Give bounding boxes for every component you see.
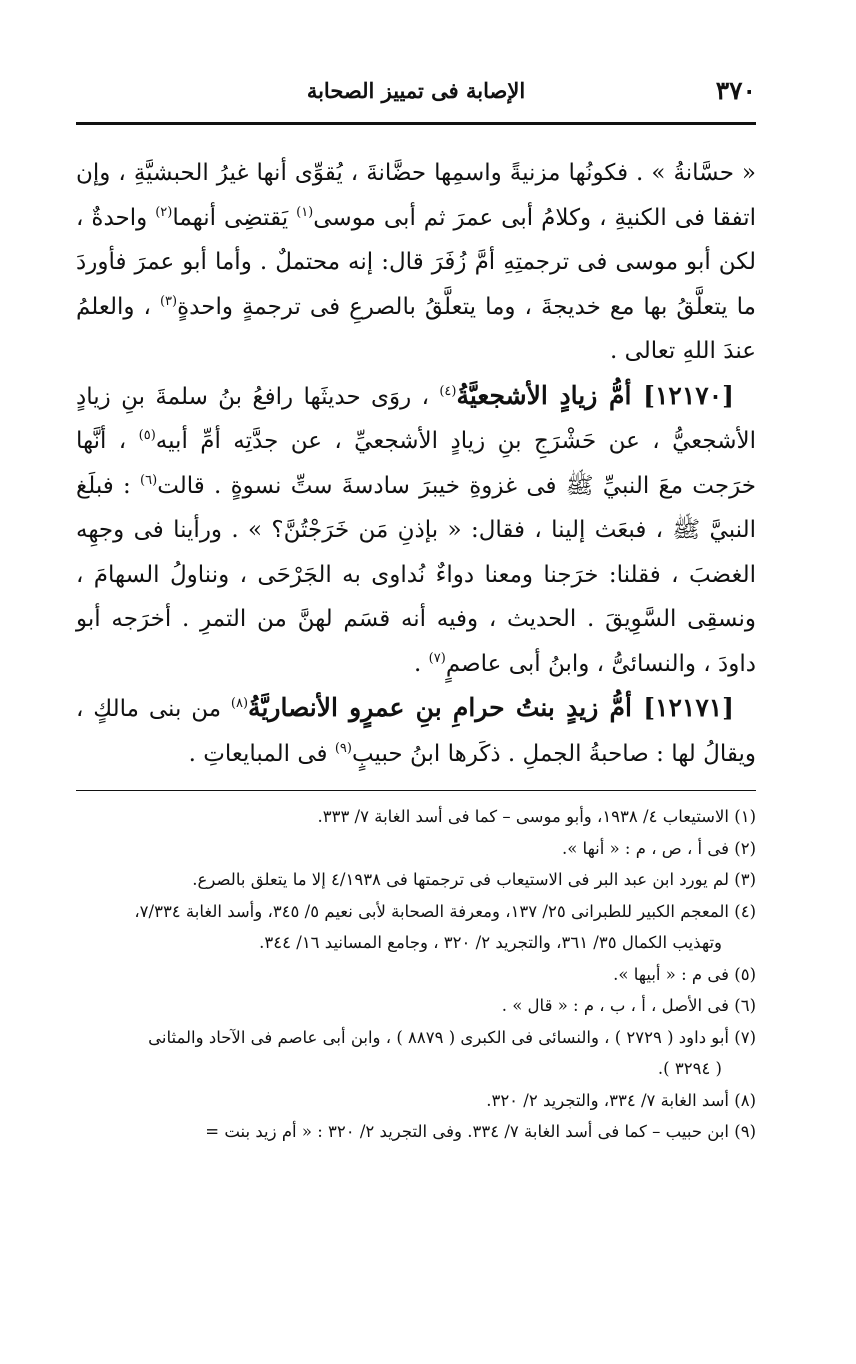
book-page [76,60,756,1148]
text-run: : فبلَغ النبيَّ ﷺ ، فبعَث إلينا ، فقال: « بإذنِ مَن خَرَجْتُنَّ؟ » . ورأينا فى وجهِه الغضبَ ، فقلنا: خرَجنا ومعنا دواءٌ نُداوى به الجَرْحَى ، ونناولُ السهامَ ، ونسقِى السَّوِيقَ . الحديث ، وفيه أنه قسَم لهنَّ من التمرِ . أخرَجه أبو داودَ ، والنسائىُّ ، وابنُ أبى عاصمٍ [76,472,756,677]
book-title: الإصابة فى تمييز الصحابة [306,78,526,103]
footnote-7-continued: ( ٣٢٩٤ ). [657,1059,722,1078]
footnote-4-continued: وتهذيب الكمال ٣٥/ ٣٦١، والتجريد ٢/ ٣٢٠ ، وجامع المسانيد ١٦/ ٣٤٤. [259,933,722,952]
footnote-6: (٦) فى الأصل ، أ ، ب ، م : « قال » . [501,996,756,1015]
footnote-ref-3: (٣) [159,293,178,309]
text-run: « حسَّانةُ » . فكونُها مزنيةً واسمِها حضَّانةَ ، يُقوِّى أنها غيرُ الحبشيَّةِ ، وإن اتفقا فى الكنيةِ ، وكلامُ أبى عمرَ ثم أبى موسى [76,160,756,231]
footnote-ref-7: (٧) [428,650,446,666]
page-number: ٣٧٠ [715,76,756,105]
footnote-ref-5: (٥) [138,428,156,443]
footnote-7: (٧) أبو داود ( ٢٧٢٩ ) ، والنسائى فى الكبرى ( ٨٨٧٩ ) ، وابن أبى عاصم فى الآحاد والمثانى [148,1027,756,1047]
footnote-ref-9: (٩) [334,740,352,756]
text-run: فى المبايعاتِ . [188,740,335,767]
text-run: ، روَى حديثَها رافعُ بنُ سلمةَ بنِ زيادٍ الأشجعيُّ ، عن حَشْرَجِ بنِ زيادٍ الأشجعيِّ ، عن جدَّتِه أمِّ أبيه [76,383,756,454]
header-rule [76,122,756,125]
footnote-rule [76,790,756,791]
page-header [76,60,756,108]
footnote-3: (٣) لم يورد ابن عبد البر فى الاستيعاب فى ترجمتها فى ٤/١٩٣٨ إلا ما يتعلق بالصرع. [192,870,756,889]
text-run: يَقتضِى أنهما [172,204,297,231]
text-run: . [414,650,429,677]
text-run: ، أنَّها خرَجت معَ النبيِّ ﷺ فى غزوةِ خيبرَ سادسةَ ستِّ نسوةٍ . قالت [76,428,756,499]
footnotes [76,801,756,1148]
entry-heading: أمُّ زيدٍ بنتُ حرامِ بنِ عمرٍو الأنصاريَّةُ [248,693,644,722]
footnote-1: (١) الاستيعاب ٤/ ١٩٣٨، وأبو موسى – كما فى أسد الغابة ٧/ ٣٣٣. [317,807,756,826]
entry-number: [١٢١٧١] [643,693,735,722]
entry-number: [١٢١٧٠] [643,380,734,410]
footnote-ref-1: (١) [296,204,314,220]
footnote-ref-6: (٦) [140,472,158,488]
entry-12170 [76,374,756,687]
footnote-5: (٥) فى م : « أبيها ». [613,964,756,984]
paragraph-continuation [76,151,756,374]
text-run: من بنى مالكٍ ، ويقالُ لها : صاحبةُ الجملِ . ذكَرها ابنُ حبيبٍ [76,696,756,767]
footnote-ref-2: (٢) [155,204,173,220]
footnote-ref-8: (٨) [230,696,249,711]
text-run: واحدةٌ ، لكن أبو موسى فى ترجمتِهِ أمَّ زُفَرَ قال: إنه محتملٌ . وأما أبو عمرَ فأوردَ ما يتعلَّقُ بها مع خديجةَ ، وما يتعلَّقُ بالصرعِ فى ترجمةٍ واحدةٍ [76,204,756,320]
main-text [76,151,756,776]
footnote-ref-4: (٤) [439,383,457,399]
entry-12171 [76,686,756,776]
footnote-4: (٤) المعجم الكبير للطبرانى ٢٥/ ١٣٧، ومعرفة الصحابة لأبى نعيم ٥/ ٣٤٥، وأسد الغابة ٧/٣٣٤، [134,901,756,921]
footnote-9: (٩) ابن حبيب – كما فى أسد الغابة ٧/ ٣٣٤. وفى التجريد ٢/ ٣٢٠ : « أم زيد بنت = [205,1122,756,1141]
text-run: ، والعلمُ عندَ اللهِ تعالى . [76,293,756,364]
footnote-8: (٨) أسد الغابة ٧/ ٣٣٤، والتجريد ٢/ ٣٢٠. [486,1090,756,1110]
entry-heading: أمُّ زيادٍ الأشجعيَّةُ [456,380,644,410]
footnote-2: (٢) فى أ ، ص ، م : « أنها ». [561,838,756,858]
